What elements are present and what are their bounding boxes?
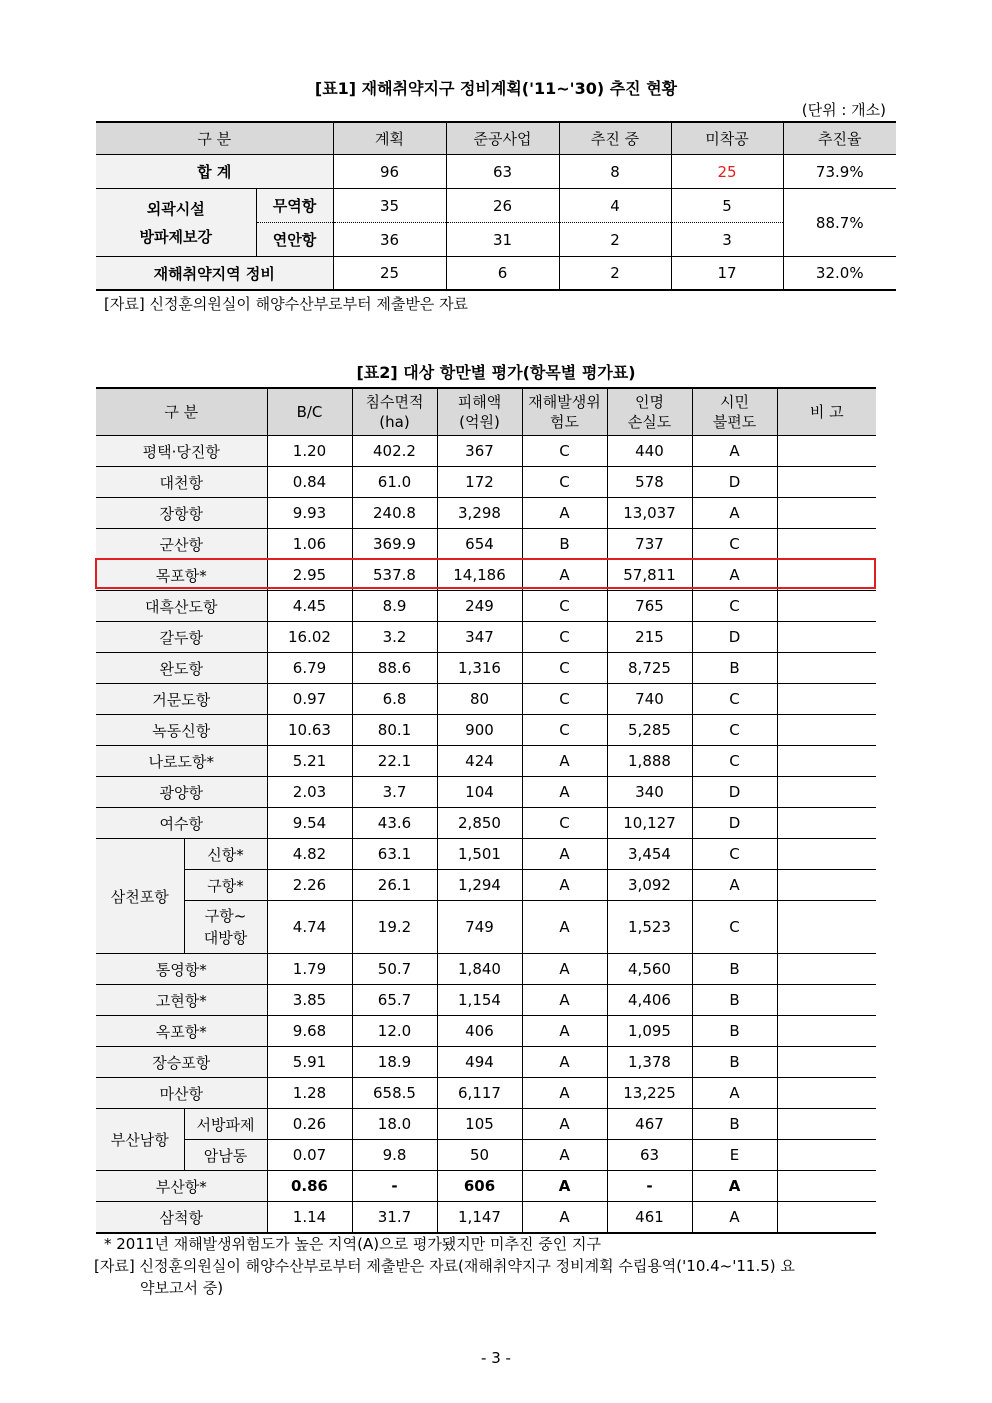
table1-cell: 25: [333, 257, 446, 291]
table2-cell-bc: 9.54: [267, 808, 352, 839]
table2-cell-note: [777, 529, 876, 560]
table2-cell-risk: A: [522, 901, 607, 954]
table2-cell-risk: A: [522, 777, 607, 808]
table2-cell-risk: A: [522, 560, 607, 591]
table1-cell: 4: [559, 189, 671, 223]
table2-cell-citizen: C: [692, 901, 777, 954]
table1-total-label: 합 계: [96, 155, 333, 189]
table2-cell-citizen: B: [692, 954, 777, 985]
table2-header-bc: B/C: [267, 388, 352, 436]
table2-cell-bc: 1.14: [267, 1202, 352, 1234]
table2-cell-note: [777, 1109, 876, 1140]
table1-cell: 8: [559, 155, 671, 189]
table2-group-busan-south: 부산남항: [96, 1109, 184, 1171]
table2-cell-damage: 749: [437, 901, 522, 954]
table1-group-label-line1: 외곽시설: [146, 199, 205, 218]
table2-cell-damage: 105: [437, 1109, 522, 1140]
table2-cell-area: 658.5: [352, 1078, 437, 1109]
table1-cell: 26: [446, 189, 559, 223]
table2-cell-risk: A: [522, 1047, 607, 1078]
table2-cell-area: 26.1: [352, 870, 437, 901]
table2-cell-damage: 1,154: [437, 985, 522, 1016]
table2-cell-damage: 104: [437, 777, 522, 808]
table2-cell-bc: 4.82: [267, 839, 352, 870]
table2-cell-citizen: A: [692, 560, 777, 591]
table1-cell: 63: [446, 155, 559, 189]
table2-port-name: 옥포항*: [96, 1016, 267, 1047]
table2-port-name: 광양항: [96, 777, 267, 808]
table2-cell-note: [777, 622, 876, 653]
table1-cell: 17: [671, 257, 783, 291]
table2-cell-note: [777, 746, 876, 777]
table2-cell-area: 22.1: [352, 746, 437, 777]
table2-cell-bc: 0.07: [267, 1140, 352, 1171]
table2-cell-life: 63: [607, 1140, 692, 1171]
table2-cell-damage: 2,850: [437, 808, 522, 839]
table1-group-label: [96, 189, 256, 257]
table2-cell-life: 215: [607, 622, 692, 653]
table2-cell-note: [777, 870, 876, 901]
table-row: [96, 591, 876, 622]
table2-port-name: 고현항*: [96, 985, 267, 1016]
table2-port-name: 부산항*: [96, 1171, 267, 1202]
table2-cell-area: 31.7: [352, 1202, 437, 1234]
table2-header-category: 구 분: [96, 388, 267, 436]
table1-vulnerable-label: 재해취약지역 정비: [96, 257, 333, 291]
table2-cell-area: 61.0: [352, 467, 437, 498]
table2-cell-note: [777, 1171, 876, 1202]
table2-cell-risk: A: [522, 1140, 607, 1171]
table2-cell-life: 461: [607, 1202, 692, 1234]
table2-cell-risk: C: [522, 684, 607, 715]
table-row: [96, 839, 876, 870]
table2-cell-citizen: C: [692, 684, 777, 715]
table2-cell-note: [777, 1078, 876, 1109]
table1-header-row: [96, 122, 896, 155]
table-row: [96, 684, 876, 715]
table2-cell-life: 1,095: [607, 1016, 692, 1047]
table2-cell-damage: 50: [437, 1140, 522, 1171]
table2-header-risk: [522, 388, 607, 436]
table1-cell: 31: [446, 223, 559, 257]
table2-port-name: 여수항: [96, 808, 267, 839]
table2-cell-bc: 2.95: [267, 560, 352, 591]
table2-cell-damage: 654: [437, 529, 522, 560]
table2-cell-risk: C: [522, 808, 607, 839]
table2-subport-name: 신항*: [184, 839, 267, 870]
table-row: [96, 1202, 876, 1234]
table2-cell-citizen: A: [692, 1171, 777, 1202]
table1-unit: (단위 : 개소): [801, 101, 886, 119]
table2-cell-area: 50.7: [352, 954, 437, 985]
table2-cell-damage: 1,316: [437, 653, 522, 684]
table2-cell-area: 65.7: [352, 985, 437, 1016]
table2-cell-life: 1,523: [607, 901, 692, 954]
table2-cell-note: [777, 560, 876, 591]
table2-cell-citizen: C: [692, 715, 777, 746]
table2-cell-risk: C: [522, 436, 607, 467]
table2-port-name: 군산항: [96, 529, 267, 560]
table2-port-name: 대천항: [96, 467, 267, 498]
table2-cell-damage: 3,298: [437, 498, 522, 529]
table2-cell-risk: A: [522, 1202, 607, 1234]
table2-cell-area: 3.7: [352, 777, 437, 808]
header-line: 재해발생위: [528, 393, 601, 411]
table-row: [96, 436, 876, 467]
table2-cell-life: 3,454: [607, 839, 692, 870]
table2-cell-bc: 5.91: [267, 1047, 352, 1078]
table2-cell-risk: C: [522, 715, 607, 746]
table2-cell-life: 10,127: [607, 808, 692, 839]
table2-cell-life: 578: [607, 467, 692, 498]
table2-header-note: 비 고: [777, 388, 876, 436]
table2-cell-life: 1,378: [607, 1047, 692, 1078]
table-row: [96, 529, 876, 560]
table2-cell-risk: A: [522, 746, 607, 777]
table2-header-area: [352, 388, 437, 436]
table1-header-done: 준공사업: [446, 122, 559, 155]
table2-cell-area: 9.8: [352, 1140, 437, 1171]
table2-cell-area: 19.2: [352, 901, 437, 954]
table2-cell-citizen: C: [692, 839, 777, 870]
table2-cell-bc: 9.68: [267, 1016, 352, 1047]
table-row: [96, 1078, 876, 1109]
table1-trade-label: 무역항: [256, 189, 333, 223]
table2-cell-note: [777, 985, 876, 1016]
header-line: 인명: [635, 393, 664, 411]
table2-cell-citizen: C: [692, 746, 777, 777]
header-line: 시민: [720, 393, 749, 411]
table2-cell-area: 63.1: [352, 839, 437, 870]
table2-cell-area: 18.9: [352, 1047, 437, 1078]
table2-cell-citizen: B: [692, 1047, 777, 1078]
table2-cell-risk: C: [522, 467, 607, 498]
table2-cell-life: 3,092: [607, 870, 692, 901]
table2-cell-risk: A: [522, 839, 607, 870]
table2-cell-bc: 6.79: [267, 653, 352, 684]
table2-cell-bc: 1.28: [267, 1078, 352, 1109]
table2-port-name: 거문도항: [96, 684, 267, 715]
table2-cell-note: [777, 1016, 876, 1047]
table2-cell-risk: A: [522, 1171, 607, 1202]
table2-cell-note: [777, 1047, 876, 1078]
table1-row-trade: [96, 189, 896, 223]
table2-cell-note: [777, 1140, 876, 1171]
table2-cell-note: [777, 653, 876, 684]
table1-header-notstarted: 미착공: [671, 122, 783, 155]
table1-header-rate: 추진율: [783, 122, 896, 155]
table2-cell-citizen: B: [692, 1016, 777, 1047]
table2-cell-citizen: D: [692, 808, 777, 839]
table2-cell-area: 369.9: [352, 529, 437, 560]
table2-cell-life: 4,406: [607, 985, 692, 1016]
table-row: [96, 954, 876, 985]
table-row: [96, 622, 876, 653]
table2-cell-note: [777, 591, 876, 622]
table1-cell: 2: [559, 223, 671, 257]
table2-port-name: 나로도항*: [96, 746, 267, 777]
table2-cell-bc: 16.02: [267, 622, 352, 653]
table2-cell-area: 8.9: [352, 591, 437, 622]
table2-cell-bc: 0.86: [267, 1171, 352, 1202]
table2-cell-damage: 424: [437, 746, 522, 777]
table2-cell-note: [777, 954, 876, 985]
table2-subport-name: 구항*: [184, 870, 267, 901]
table2-cell-damage: 14,186: [437, 560, 522, 591]
header-line: (ha): [379, 413, 410, 431]
table2-cell-bc: 2.03: [267, 777, 352, 808]
table2-cell-area: 6.8: [352, 684, 437, 715]
table2-header-life: [607, 388, 692, 436]
table2-cell-damage: 80: [437, 684, 522, 715]
table1-cell-notstarted-highlight: 25: [671, 155, 783, 189]
table2-cell-life: 5,285: [607, 715, 692, 746]
table-row: [96, 1171, 876, 1202]
table2-cell-bc: 0.97: [267, 684, 352, 715]
table2-cell-damage: 249: [437, 591, 522, 622]
table2-cell-damage: 1,147: [437, 1202, 522, 1234]
table1-header-ongoing: 추진 중: [559, 122, 671, 155]
table2-cell-bc: 4.74: [267, 901, 352, 954]
table2-cell-note: [777, 436, 876, 467]
table2-cell-citizen: A: [692, 498, 777, 529]
table2-cell-risk: A: [522, 498, 607, 529]
table2-cell-area: 240.8: [352, 498, 437, 529]
table1-header-plan: 계획: [333, 122, 446, 155]
table-row: [96, 498, 876, 529]
table-row: [96, 467, 876, 498]
table2-cell-bc: 1.20: [267, 436, 352, 467]
table2-cell-risk: A: [522, 1109, 607, 1140]
table2-cell-citizen: D: [692, 777, 777, 808]
table-row: [96, 1140, 876, 1171]
table2-cell-area: 80.1: [352, 715, 437, 746]
table2-cell-risk: C: [522, 622, 607, 653]
table2-port-name: 갈두항: [96, 622, 267, 653]
table2-cell-risk: A: [522, 870, 607, 901]
table2-cell-citizen: A: [692, 870, 777, 901]
table2-cell-bc: 0.84: [267, 467, 352, 498]
table2-cell-citizen: B: [692, 653, 777, 684]
table-row: [96, 985, 876, 1016]
table2-cell-area: 402.2: [352, 436, 437, 467]
table2-cell-damage: 172: [437, 467, 522, 498]
table1-cell: 36: [333, 223, 446, 257]
table2-subport-name: [184, 901, 267, 954]
table1-group-rate: 88.7%: [783, 189, 896, 257]
table1-cell: 32.0%: [783, 257, 896, 291]
table2-cell-risk: B: [522, 529, 607, 560]
table2-cell-life: -: [607, 1171, 692, 1202]
table2-cell-area: 18.0: [352, 1109, 437, 1140]
table2-cell-citizen: A: [692, 436, 777, 467]
table2-port-name: 장승포항: [96, 1047, 267, 1078]
table2-subport-name: 서방파제: [184, 1109, 267, 1140]
table2-cell-risk: C: [522, 591, 607, 622]
table1-coastal-label: 연안항: [256, 223, 333, 257]
table1-row-vulnerable: [96, 257, 896, 291]
table2-cell-citizen: C: [692, 591, 777, 622]
table2-cell-damage: 406: [437, 1016, 522, 1047]
table2-cell-area: 537.8: [352, 560, 437, 591]
table2-header-citizen: [692, 388, 777, 436]
table2-cell-damage: 1,294: [437, 870, 522, 901]
table1-group-label-line2: 방파제보강: [139, 227, 212, 246]
table2-source-line2: 약보고서 중): [140, 1279, 224, 1297]
table2-cell-bc: 1.79: [267, 954, 352, 985]
table2-cell-life: 467: [607, 1109, 692, 1140]
table2-cell-bc: 1.06: [267, 529, 352, 560]
table2-port-name: 목포항*: [96, 560, 267, 591]
table2-port-name: 완도항: [96, 653, 267, 684]
table2-cell-bc: 0.26: [267, 1109, 352, 1140]
table2-cell-note: [777, 467, 876, 498]
table2-cell-life: 340: [607, 777, 692, 808]
table2-cell-note: [777, 839, 876, 870]
table2-cell-area: 88.6: [352, 653, 437, 684]
table-row: [96, 808, 876, 839]
table2-port-name: 장항항: [96, 498, 267, 529]
table2-subport-name: 암남동: [184, 1140, 267, 1171]
table2-cell-citizen: A: [692, 1078, 777, 1109]
table-row: [96, 715, 876, 746]
table2-cell-damage: 606: [437, 1171, 522, 1202]
table-row: [96, 777, 876, 808]
header-line: (억원): [459, 413, 500, 431]
table2-cell-damage: 1,501: [437, 839, 522, 870]
table2-title: [표2] 대상 항만별 평가(항목별 평가표): [356, 363, 636, 382]
table2-cell-citizen: B: [692, 1109, 777, 1140]
table2-cell-life: 13,225: [607, 1078, 692, 1109]
table2-group-samcheonpo: 삼천포항: [96, 839, 184, 954]
table2-cell-risk: A: [522, 1078, 607, 1109]
table2-cell-bc: 10.63: [267, 715, 352, 746]
table1-header-category: 구 분: [96, 122, 333, 155]
header-line: 손실도: [627, 413, 672, 431]
table1-source: [자료] 신정훈의원실이 해양수산부로부터 제출받은 자료: [104, 295, 469, 313]
table2-cell-citizen: A: [692, 1202, 777, 1234]
table-row: [96, 653, 876, 684]
table1-row-total: [96, 155, 896, 189]
table-row: [96, 746, 876, 777]
table2-cell-bc: 4.45: [267, 591, 352, 622]
table1: [96, 121, 896, 291]
table1-cell: 2: [559, 257, 671, 291]
table-row: [96, 1109, 876, 1140]
table2-port-name: 녹동신항: [96, 715, 267, 746]
table2-port-name: 삼척항: [96, 1202, 267, 1234]
table-row: [96, 1047, 876, 1078]
table2-cell-note: [777, 684, 876, 715]
table1-title: [표1] 재해취약지구 정비계획('11~'30) 추진 현황: [314, 79, 678, 98]
table2-cell-citizen: E: [692, 1140, 777, 1171]
table2-cell-note: [777, 1202, 876, 1234]
header-line: 험도: [550, 413, 579, 431]
table1-cell: 3: [671, 223, 783, 257]
table2-cell-citizen: B: [692, 985, 777, 1016]
table-row: [96, 901, 876, 954]
table1-cell: 5: [671, 189, 783, 223]
table2-cell-area: 3.2: [352, 622, 437, 653]
table2-cell-life: 765: [607, 591, 692, 622]
table2-cell-life: 737: [607, 529, 692, 560]
table2-cell-bc: 9.93: [267, 498, 352, 529]
table2-cell-note: [777, 901, 876, 954]
header-line: 피해액: [457, 393, 502, 411]
table-row: [96, 870, 876, 901]
table2-cell-life: 4,560: [607, 954, 692, 985]
table1-cell: 96: [333, 155, 446, 189]
table2-cell-note: [777, 715, 876, 746]
table2-cell-damage: 494: [437, 1047, 522, 1078]
table2-cell-life: 13,037: [607, 498, 692, 529]
table2-cell-damage: 367: [437, 436, 522, 467]
subport-line: 구항~: [204, 907, 247, 925]
table2-cell-damage: 347: [437, 622, 522, 653]
table2-cell-citizen: C: [692, 529, 777, 560]
table2-cell-area: 43.6: [352, 808, 437, 839]
table1-cell: 6: [446, 257, 559, 291]
table2-cell-life: 440: [607, 436, 692, 467]
table2-cell-life: 1,888: [607, 746, 692, 777]
table1-cell: 73.9%: [783, 155, 896, 189]
table2-cell-note: [777, 777, 876, 808]
subport-line: 대방항: [203, 929, 248, 947]
table2-cell-area: 12.0: [352, 1016, 437, 1047]
table2-source-line1: [자료] 신정훈의원실이 해양수산부로부터 제출받은 자료(재해취약지구 정비계획 수립용역('10.4~'11.5) 요: [94, 1257, 795, 1275]
header-line: 침수면적: [365, 393, 424, 411]
table2-header-damage: [437, 388, 522, 436]
table2: [96, 387, 876, 1234]
table2-cell-life: 740: [607, 684, 692, 715]
table2-cell-bc: 2.26: [267, 870, 352, 901]
table2-body: [96, 436, 876, 1234]
table2-cell-damage: 6,117: [437, 1078, 522, 1109]
table2-cell-bc: 3.85: [267, 985, 352, 1016]
table2-port-name: 대흑산도항: [96, 591, 267, 622]
table2-cell-life: 57,811: [607, 560, 692, 591]
table2-port-name: 마산항: [96, 1078, 267, 1109]
table2-cell-citizen: D: [692, 467, 777, 498]
table2-cell-life: 8,725: [607, 653, 692, 684]
table2-footnote: * 2011년 재해발생위험도가 높은 지역(A)으로 평가됐지만 미추진 중인 지구: [104, 1235, 602, 1253]
table2-port-name: 통영항*: [96, 954, 267, 985]
table2-cell-note: [777, 808, 876, 839]
header-line: 불편도: [712, 413, 757, 431]
table1-cell: 35: [333, 189, 446, 223]
table2-header-row: [96, 388, 876, 436]
table2-port-name: 평택·당진항: [96, 436, 267, 467]
table2-cell-damage: 900: [437, 715, 522, 746]
table2-cell-note: [777, 498, 876, 529]
table2-cell-risk: A: [522, 985, 607, 1016]
table2-cell-risk: C: [522, 653, 607, 684]
table2-cell-risk: A: [522, 1016, 607, 1047]
table2-cell-area: -: [352, 1171, 437, 1202]
page-number: - 3 -: [481, 1349, 511, 1367]
table2-cell-risk: A: [522, 954, 607, 985]
table-row: [96, 560, 876, 591]
table2-cell-damage: 1,840: [437, 954, 522, 985]
table2-cell-citizen: D: [692, 622, 777, 653]
table2-cell-bc: 5.21: [267, 746, 352, 777]
table-row: [96, 1016, 876, 1047]
